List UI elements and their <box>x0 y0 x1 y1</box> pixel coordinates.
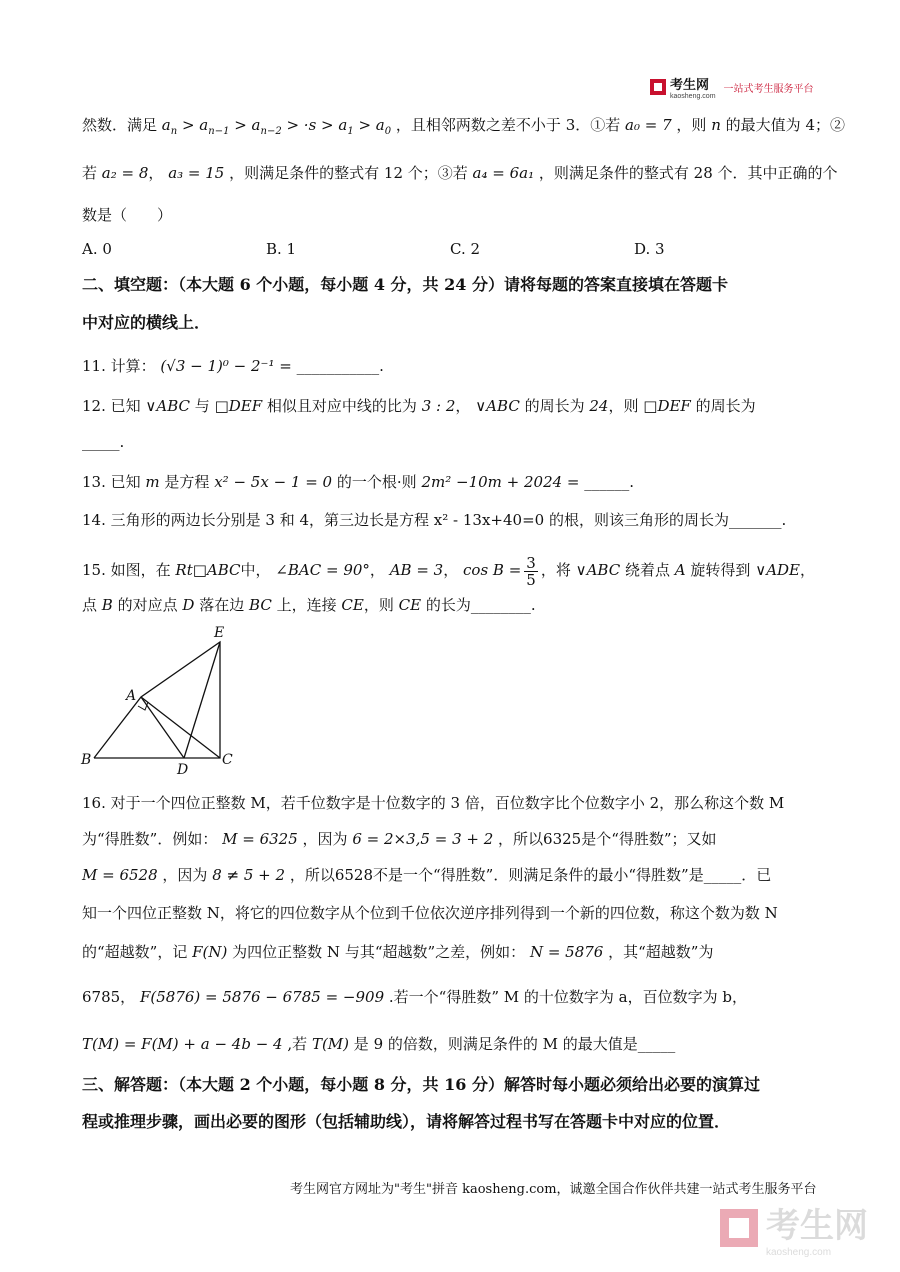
segment-ad <box>141 697 184 758</box>
question-16-line6: 6785， F(5876) = 5876 − 6785 = −909 .若一个“得胜数” M 的十位数字为 a，百位数字为 b， <box>82 988 747 1006</box>
header-slogan: 一站式考生服务平台 <box>723 83 814 95</box>
option-d: D. 3 <box>634 240 665 258</box>
question-16-line3: M = 6528 ，因为 8 ≠ 5 + 2 ，所以6528不是一个“得胜数”．则满足条件的最小“得胜数”是_____．已 <box>82 866 772 884</box>
option-b: B. 1 <box>266 240 297 258</box>
watermark <box>720 1198 868 1258</box>
question-12: 12. 已知 ∨ABC 与 □DEF 相似且对应中线的比为 3 : 2， ∨ABC 的周长为 24，则 □DEF 的周长为 <box>82 397 756 415</box>
q10-line1: 然数．满足 $a_n > a_{n-1} > a_{n-2} > \cdot s > a_1 > a_0$ ，且相邻两数之差不小于 3．①若 a₀ = 7 ，则 n 的最大值为 4；② <box>82 116 845 137</box>
label-c: C <box>222 752 233 768</box>
q10-line3: 数是（ ） <box>82 206 173 224</box>
header-logo <box>650 74 814 100</box>
question-16-line4: 知一个四位正整数 N，将它的四位数字从个位到千位依次逆序排列得到一个新的四位数，称这个数为数 N <box>82 904 778 922</box>
kaosheng-logo-icon <box>650 79 666 95</box>
question-12-blank: _____. <box>82 433 125 451</box>
cos-fraction: $\frac{3}{5}$ <box>526 553 536 589</box>
q10-sequence: $a_n > a_{n-1} > a_{n-2} > \cdot s > a_1 > a_0$ <box>161 116 392 137</box>
option-a: A. 0 <box>82 240 112 258</box>
watermark-logo-icon <box>720 1209 758 1247</box>
question-11: 11. 计算： (√3 − 1)⁰ − 2⁻¹ = ___________. <box>82 357 384 375</box>
label-a: A <box>126 688 137 704</box>
watermark-name: 考生网 <box>766 1207 868 1245</box>
question-16-line2: 为“得胜数”．例如： M = 6325 ，因为 6 = 2×3,5 = 3 + 2 ，所以6325是个“得胜数”；又如 <box>82 830 717 848</box>
question-13: 13. 已知 m 是方程 x² − 5x − 1 = 0 的一个根·则 2m² −10m + 2024 = ______. <box>82 473 635 491</box>
section3-heading-line1: 三、解答题：（本大题 2 个小题，每小题 8 分，共 16 分）解答时每小题必须给出必要的演算过 <box>82 1075 760 1094</box>
logo-name: 考生网 <box>670 77 710 92</box>
label-b: B <box>81 752 92 768</box>
question-15: 15. 如图，在 Rt□ABC中， ∠BAC = 90°， AB = 3， cos B = $\frac{3}{5}$ ，将 ∨ABC 绕着点 A 旋转得到 ∨ADE， <box>82 553 816 589</box>
segment-ac <box>141 697 220 758</box>
logo-url: kaosheng.com <box>670 93 716 100</box>
question-14: 14. 三角形的两边长分别是 3 和 4，第三边长是方程 x² - 13x+40=0 的根，则该三角形的周长为_______. <box>82 511 787 529</box>
section3-heading-line2: 程或推理步骤，画出必要的图形（包括辅助线），请将解答过程书写在答题卡中对应的位置． <box>82 1112 731 1131</box>
right-angle-mark <box>138 702 148 710</box>
label-e: E <box>214 625 225 641</box>
question-16-line7: T(M) = F(M) + a − 4b − 4 ,若 T(M) 是 9 的倍数，则满足条件的 M 的最大值是_____ <box>82 1035 676 1053</box>
question-16-line5: 的“超越数”，记 F(N) 为四位正整数 N 与其“超越数”之差，例如： N = 5876 ，其“超越数”为 <box>82 943 714 961</box>
option-c: C. 2 <box>450 240 481 258</box>
q10-line2: 若 a₂ = 8， a₃ = 15 ，则满足条件的整式有 12 个；③若 a₄ = 6a₁ ，则满足条件的整式有 28 个．其中正确的个 <box>82 164 838 182</box>
geometry-figure <box>78 624 248 774</box>
section2-heading-line2: 中对应的横线上． <box>82 313 211 332</box>
section2-heading-line1: 二、填空题：（本大题 6 个小题，每小题 4 分，共 24 分）请将每题的答案直接填在答题卡 <box>82 275 728 294</box>
question-15-line2: 点 B 的对应点 D 落在边 BC 上，连接 CE，则 CE 的长为________. <box>82 596 536 614</box>
figure-outline <box>94 642 220 758</box>
question-16-line1: 16. 对于一个四位正整数 M，若千位数字是十位数字的 3 倍，百位数字比个位数字小 2，那么称这个数 M <box>82 794 785 812</box>
segment-de <box>184 642 220 758</box>
footer-text: 考生网官方网址为"考生"拼音 kaosheng.com，诚邀全国合作伙伴共建一站式考生服务平台 <box>290 1182 817 1197</box>
watermark-url: kaosheng.com <box>766 1247 832 1258</box>
label-d: D <box>177 762 189 774</box>
